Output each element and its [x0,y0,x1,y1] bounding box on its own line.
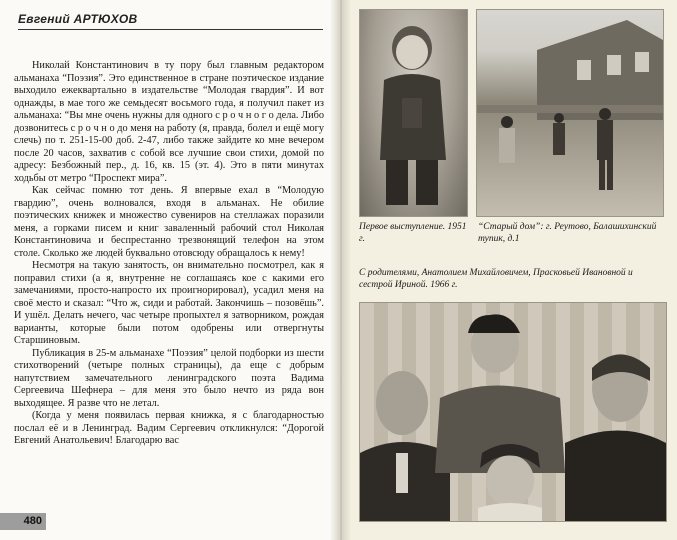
paragraph: Николай Константинович в ту пору был главным редактором альманаха “Поэзия”. Это единственное в стране поэтическое издание выходило ежеквартально в издательстве “Молодая гвардия”. И вот однажды, в мае того же семьдесят восьмого года, я получил пакет из альманаха: “Вы мне очень нужны для одного с р о ч н о г о дела. Либо дозвонитесь с р о ч н о до меня на работу (я, правда, болел и ещё могу слечь) по т. 251-15-00 доб. 2-47, либо также зайдите ко мне вечером после 20 часов, захватив с собой все лучшие свои стихи, домой по адресу: Безбожный пер., д. 16, кв. 15 (эт. 4). Это в пяти минутах ходьбы от метро “Проспект мира”. [14,60,324,184]
header-rule [18,29,323,30]
paragraph: Публикация в 25-м альманахе “Поэзия” целой подборки из шести стихотворений (четыре полных страницы), да еще с добрым напутствием замечательного ленинградского поэта Вадима Сергеевича Шефнера – для меня это было нечто из ряда вон выходящее. Я разве что не летал. [14,347,324,409]
photo-caption: Первое выступление. 1951 г. [359,222,467,244]
paragraph: Как сейчас помню тот день. Я впервые ехал в “Молодую гвардию”, очень волновался, входя в альманах. Не обилие поэтических книжек и множество сувениров на стеллажах поразили меня, а горками писем и книг заваленный рабочий стол Николая Константиновича и беспрестанно трезвонящий телефон на этом столе. Сколько же людей буквально отовсюду обращалось к нему! [14,185,324,259]
photo-family-portrait [359,302,667,522]
photo-old-house [476,9,664,217]
header-author: Евгений АРТЮХОВ [18,12,138,26]
photo-caption: “Старый дом”: г. Реутово, Балашихинский тупик, д.1 [478,222,657,244]
paragraph: Несмотря на такую занятость, он внимательно посмотрел, как я поправил стихи (а я, внутренне не соглашаясь кое с какими его замечаниями, просто-напросто их проигнорировал), усадил меня на своё место и сказал: “Что ж, сиди и работай. Закончишь – позовёшь”. И ушёл. Делать нечего, час четыре пропыхтел я затворником, рождая варианты, которые были потом одобрены или отвергнуты Старшиновым. [14,260,324,346]
page-number: 480 [0,513,46,530]
family-portrait-illustration [360,303,666,521]
photo-child-portrait [359,9,468,217]
child-portrait-illustration [360,10,467,216]
old-house-illustration [477,10,663,216]
paragraph: (Когда у меня появилась первая книжка, я с благодарностью послал её и в Ленинград. Вадим Сергеевич откликнулся: “Дорогой Евгений Анатольевич! Благодарю вас [14,410,324,446]
photo-caption: С родителями, Анатолием Михайловичем, Прасковьей Ивановной и сестрой Ириной. 1966 г. [359,268,633,290]
book-gutter [330,0,352,540]
body-text [14,60,324,448]
